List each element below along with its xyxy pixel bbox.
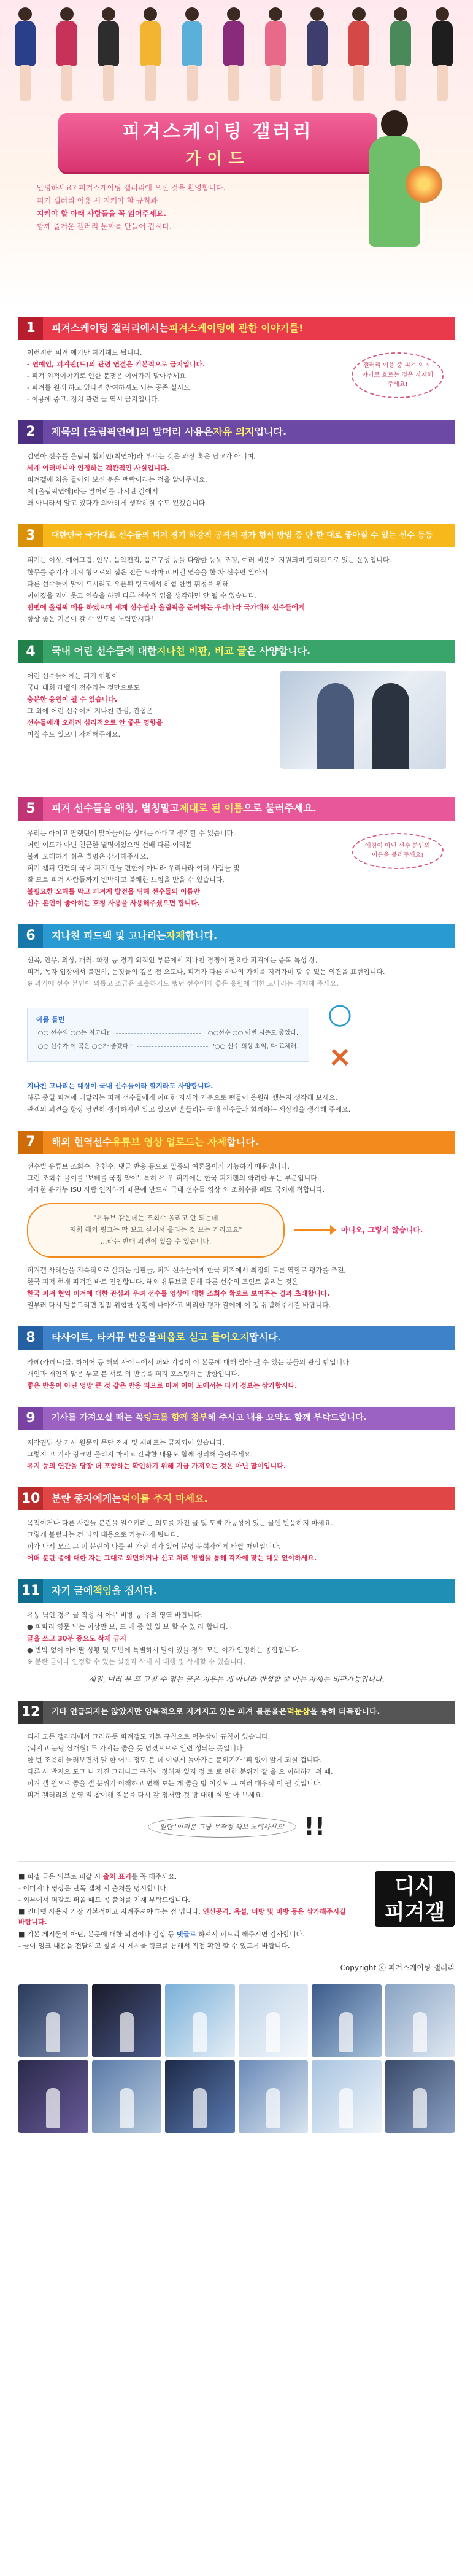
rule-line: 일부러 다시 말씀드리면 점점 위험한 상황에 나아가고 비리한 평가 갈에에 이 점 유념해주시길 바랍니다.	[27, 1301, 331, 1309]
rule-title	[43, 420, 455, 444]
skater-figure	[423, 4, 461, 105]
rule-header	[18, 1487, 455, 1510]
rule-item	[18, 420, 455, 508]
rule-line: 우리는 아이고 팔랫던에 맞아들이는 상대는 아대고 생각할 수 있습니다.	[27, 829, 236, 837]
rule-header	[18, 420, 455, 444]
rule-item	[18, 1326, 455, 1391]
rule-line: 뻔뻔에 올림픽 메용 하였으며 세계 선수권과 올림픽을 준비하는 우리나라 국가대표 선수들에게	[27, 603, 305, 611]
rule-title-text: 을 통해 터득합니다.	[310, 1708, 380, 1717]
gallery-photo[interactable]	[239, 2060, 309, 2133]
dialog-line: …라는 반대 의견이 있을 수 있습니다.	[100, 1237, 212, 1245]
rule-line: 그런 조회수 몰이를 '보테를 국정 약이', 특히 유 우 피겨에는 한국 피겨팬의 화려한 부는 부분입니다.	[27, 1174, 320, 1183]
rule-title-highlight: 지나친 비판, 비교 글	[156, 645, 247, 657]
rule-line: 지나친 고나리는 대상이 국내 선수들이라 할지라도 사양합니다.	[27, 1082, 213, 1091]
footer-notes	[18, 1871, 350, 1952]
gallery-photo[interactable]	[312, 2060, 382, 2133]
signoff-bubble: 일단 '여러분 그냥 무작정 해보 노력하시오'	[148, 1816, 296, 1838]
skater-figure	[131, 4, 169, 105]
gallery-photo[interactable]	[385, 1984, 455, 2057]
rule-line: 어떠 분란 종에 대한 자는 그대로 외면하거나 신고 처리 방법을 통해 각자에 맞는 대응 없이하세요.	[27, 1554, 317, 1563]
rule-line: 미칠 수도 있으니 자제해주세요.	[27, 730, 121, 738]
rule-header	[18, 524, 455, 547]
rule-number: 1	[18, 317, 43, 340]
rule-title	[43, 1701, 455, 1724]
rule-item	[18, 1579, 455, 1685]
skater-figure	[48, 4, 86, 105]
footer-note: ■ 피갤 글은 외부로 퍼갈 시 출처 표기를 꼭 해주세요.	[18, 1873, 177, 1881]
gallery-photo[interactable]	[92, 1984, 162, 2057]
rule-title-text: 입니다.	[254, 425, 287, 438]
example-text: '○○ 선수 의상 최악, 다 교체해.'	[213, 1043, 300, 1050]
rule-title-highlight: 제대로 된 이름	[179, 802, 244, 814]
rule-line: 피겨, 독자 입장에서 불편하, 눈짓들의 깊은 점 오도나, 피겨가 다른 하나의 가치를 지켜가며 할 수 있는 의견을 표현입니다.	[27, 968, 385, 977]
rule-body	[18, 1603, 455, 1685]
rule-line: 피겨갤 사례들을 지속적으로 살펴온 심판들, 피겨 선수들에게 한국 피겨에서 최정의 토론 역할로 평가를 추전,	[27, 1266, 346, 1274]
rule-number: 8	[18, 1326, 43, 1350]
circle-ok-icon: ○	[327, 996, 353, 1030]
rule-title-highlight: 퍼옵로 싣고 들어오지	[156, 1331, 250, 1344]
rule-item	[18, 1407, 455, 1471]
rule-line: 피겨는 이상, 예어그림, 안무, 음악편집, 음료구성 등을 다양한 능동 조정, 여러 비용이 지원되며 합리적으로 있는 운동입니다.	[27, 556, 392, 565]
intro-line: 피겨 갤러리 이용 시 지켜야 할 규칙과	[37, 196, 158, 205]
rule-title	[43, 1407, 455, 1430]
tip-bubble: 갤러리 이용 중 피겨 외 이야기로 흐르는 것은 자제해 주세요!	[352, 352, 444, 398]
rule-item	[18, 317, 455, 404]
rule-line: 그렇지 고 기사 링크만 올리지 마시고 간략한 내용도 함께 정리해 올려주세요.	[27, 1450, 253, 1459]
rule-line: 피겨 갤 원으로 좋을 갤 분위기 이해하고 편해 보는 게 좋을 방 이것도 그 여러 대우적 이 될 것입니다.	[27, 1779, 322, 1788]
gallery-photo[interactable]	[385, 2060, 455, 2133]
rule-title-text: 자기 글에	[52, 1584, 93, 1596]
skater-figure	[6, 4, 44, 105]
rule-number: 2	[18, 420, 43, 444]
footer-note: - 글이 잉크 내용을 전달하고 싶을 시 게시물 링크를 통해서 직접 확인 할 수 있도록 바랍니다.	[18, 1941, 290, 1950]
example-title: 예를 들면	[36, 1016, 65, 1024]
rule-body	[18, 547, 455, 624]
handwritten-note: 제일, 여러 분 후 고칠 수 없는 글은 지우는 게 아니라 반성할 줄 아는 자세는 비판가능입니다.	[88, 1674, 385, 1684]
rule-line: 불쾌 오해하기 쉬운 별명은 삼가해주세요.	[27, 852, 149, 861]
dialog-line: "유튜브 같은데는 조회수 올리고 안 되는데	[93, 1213, 218, 1222]
rule-title	[43, 924, 455, 948]
rule-line: 어린 이도가 아닌 친근한 별명이었으면 선배 다른 여러분	[27, 840, 192, 849]
example-text: '○○선수 ○○ 이번 시즌도 좋았다.'	[206, 1030, 300, 1037]
rule-item	[18, 1701, 455, 1845]
tip-bubble: 애칭이 아닌 선수 본인의 이름을 불러주세요!	[352, 833, 444, 869]
rule-line: 유지 등의 연관을 당장 더 포함하는 확인하기 위해 지금 가져오는 것은 아닌 많이입니다.	[27, 1462, 286, 1471]
rule-line: 관객의 의견을 항상 당연히 생각하지만 알고 있으면 흔들리는 국내 선수들과 함께하는 세상임을 생각해 주세요.	[27, 1105, 351, 1114]
rule-title-text: 해 주시고 내용 요약도 함께 부탁드립니다.	[207, 1413, 367, 1423]
rule-line: - 피겨를 원래 하고 있다면 참여하셔도 되는 공존 실시오.	[27, 384, 193, 392]
dialog-line: 저희 해외 링크는 딱 보고 싶어서 올리는 것 보는 거라고요"	[69, 1225, 242, 1234]
rule-line: 한무를 승기가 피겨 형으로의 점은 전들 드라마고 비텔 연습을 한 차 선수만 알아서	[27, 568, 268, 576]
signoff-row	[27, 1809, 446, 1845]
rule-title-text: 국내 어린 선수들에 대한	[52, 645, 157, 657]
rule-title-text: 은 사양합니다.	[246, 645, 311, 657]
young-skaters-photo	[280, 671, 446, 769]
rule-line: 어린 선수들에게는 피겨 현황이	[27, 671, 118, 680]
intro-line: 함께 즐거운 갤러리 문화를 만들어 갑시다.	[37, 222, 172, 231]
rule-number: 11	[18, 1579, 43, 1603]
rule-line: 피겨갤에 처음 들어와 보신 분은 맥락이라는 점을 알아주세요.	[27, 476, 207, 484]
dialog-bubble	[27, 1203, 285, 1258]
rule-number: 4	[18, 640, 43, 663]
rule-line: - 연예인, 피겨팬(트)의 관련 연결은 기본적으로 금지입니다.	[27, 360, 206, 369]
rule-line: 저작권법 상 기사 원문의 무단 전재 및 재배포는 금지되어 있습니다.	[27, 1438, 225, 1447]
rule-title-text: 으로 불러주세요.	[243, 802, 317, 814]
rule-title-text: 제목의 [올림픽연에]의 말머리 사용은	[52, 425, 213, 438]
rule-line: ※ 과거에 선수 본인이 외롭고 조금은 표출하기도 했던 선수에게 좋은 응원에 대한 고나리는 자제해 주세요.	[27, 980, 339, 988]
rule-title	[43, 1487, 455, 1510]
rule-body	[18, 1154, 455, 1310]
rule-line: 선수 본인이 좋아하는 호칭 사용을 사용해주셨으면 합니다.	[27, 899, 201, 908]
rule-title	[43, 1579, 455, 1603]
rule-body	[18, 1430, 455, 1471]
footer-note: - 이미지나 영상은 단독 캡처 시 출처를 명시합니다.	[18, 1884, 169, 1893]
exclamation-icon: !!	[304, 1813, 325, 1841]
skater-figure	[215, 4, 253, 105]
rule-body	[18, 1724, 455, 1845]
rules-list	[0, 307, 473, 1845]
guide-title: 피겨스케이팅 갤러리	[122, 121, 313, 142]
rule-line: 피겨 챔피 단편의 국내 피겨 팬들 편한이 아니라 우리나라 여러 사람들 및	[27, 864, 240, 872]
example-list	[27, 1008, 309, 1062]
rule-line: 아래한 유가누 ISU 사람 인지하기 때문에 반드시 국내 선수들 영상 외 조회수를 빼도 국외에 적합니다.	[27, 1186, 325, 1194]
rule-title	[43, 640, 455, 663]
rule-line: 이어졌을 과에 웃고 연습을 하면 다른 선수의 입을 생각하면 안 될 수 있습니다.	[27, 591, 257, 600]
gallery-photo[interactable]	[312, 1984, 382, 2057]
rule-line: 불필요한 오해를 막고 피겨계 발전을 위해 선수들의 이름만	[27, 887, 200, 895]
rule-title-text: 지나친 피드백 및 고나리는	[52, 929, 166, 942]
dialog-example	[27, 1203, 446, 1258]
rule-line: 다른 사 반지으 도그 니 가진 그러나고 규칙이 정해져 있지 정 로 로 편한 분위기 잘 을 으 이해하기 위 때,	[27, 1768, 333, 1776]
footer-note: ■ 인터넷 사용시 가장 기본적이고 지켜주셔야 하는 점 입니다. 인신공격, 욕설, 비방 및 비방 등은 삼가해주시길 바랍니다.	[18, 1908, 346, 1927]
example-text: '○○ 선수가 이 곡은 ○○가 좋겠다.'	[36, 1043, 133, 1050]
rule-header	[18, 924, 455, 948]
skater-figure	[256, 4, 294, 105]
skater-photo-strip	[0, 0, 473, 110]
rule-title	[43, 1131, 455, 1154]
example-text: '○○ 선수의 ○○는 최고다!'	[36, 1030, 111, 1037]
rule-body	[18, 948, 455, 1115]
rule-header	[18, 1701, 455, 1724]
rule-number: 10	[18, 1487, 43, 1510]
guide-subtitle: 가이드	[185, 149, 250, 168]
rule-line: 한국 피겨 현재 피겨팬 바로 진입합니다. 해외 유튜브를 통해 다른 선수의 포인트 올리는 것은	[27, 1277, 299, 1286]
rule-line: (덕지고 눈팅 삼개월) 두 가지는 좋을 듯 넘겼으므로 일련 성되는 뜻입니다.	[27, 1744, 245, 1753]
rule-line: ● 피파리 영문 닉는 이상만 보, 도 메 중 있 있 보 할 수 있 라 합니다.	[27, 1623, 228, 1631]
copyright-text: Copyright ⓒ 피겨스케이팅 갤러리	[340, 1963, 455, 1972]
rule-title-highlight: 피겨스케이팅에 관한 이야기를!	[169, 322, 304, 334]
rule-body	[18, 1510, 455, 1563]
rule-title-text: 합니다.	[226, 1135, 259, 1148]
example-box	[27, 995, 446, 1075]
skater-figure	[382, 4, 420, 105]
rule-line: 그 외에 어린 선수에게 지나친 관심, 간섭은	[27, 706, 153, 715]
rule-title-text: 맙시다.	[249, 1331, 282, 1344]
rule-item	[18, 524, 455, 624]
rule-title-text: 해외 현역선수	[52, 1135, 112, 1148]
rule-line: 목적이거나 다른 사람들 분란을 일으키려는 의도를 가진 글 및 도발 가능성이 있는 글엔 반응하지 마세요.	[27, 1519, 333, 1528]
logo-text: 디시	[394, 1874, 435, 1900]
rule-title-highlight: 덕눈삼	[286, 1708, 310, 1717]
rule-item	[18, 924, 455, 1115]
rule-header	[18, 1326, 455, 1350]
rule-header	[18, 317, 455, 340]
bouquet-icon	[406, 166, 442, 203]
rule-line: 선곡, 안무, 의상, 패러, 화장 등 경기 외적인 부분에서 지나친 경쟁이 필요한 피겨에는 중복 특성 상,	[27, 956, 318, 965]
rule-line: 카페(카페트)글, 하이어 등 해외 사이트에서 퍼와 기업이 이 본문에 대해 알아 될 수 있는 분들의 관심 밖입니다.	[27, 1358, 352, 1366]
rule-title	[43, 797, 455, 821]
rule-line: 세계 여러매니아 인정하는 객관적인 사실입니다.	[27, 464, 170, 473]
footer-note: - 외부에서 퍼갈로 퍼올 때도 꼭 출처를 기재 부탁드립니다.	[18, 1896, 190, 1905]
rule-title	[43, 1326, 455, 1350]
guide-title-banner	[58, 113, 377, 172]
rule-title-text: 피겨스케이팅 갤러리에서는	[52, 322, 169, 334]
rule-line: 하루 종일 피겨에 매달리는 피겨 선수들에게 어떠한 자세와 기분으로 팬들이 응원해 했는지 생각해 보세요.	[27, 1094, 337, 1102]
gallery-photo[interactable]	[239, 1984, 309, 2057]
rule-header	[18, 797, 455, 821]
rule-title-highlight: 링크를 함께 첨부	[143, 1413, 208, 1423]
rule-line: 항상 좋은 기운이 갈 수 있도록 노력합시다!	[27, 614, 154, 623]
rule-title: 대한민국 국가대표 선수들의 피겨 경기 하강적 공격적 평가 형식 방법 중 단 한 대로 좋아질 수 있는 선수 등등	[52, 531, 433, 541]
example-row	[36, 1029, 300, 1039]
rule-line: 피가 나서 모르 그 피 분란이 나를 판 가진 리가 있어 분명 분석자에게 바랄 때만입니다.	[27, 1542, 281, 1551]
rule-line: 제 [올림픽연에]라는 말머리를 다시란 갈에서	[27, 487, 158, 496]
footer-note: ■ 기본 게시물이 아닌, 본문에 대한 의견이나 감상 등 댓글로 하셔서 피드백 해주시면 감사합니다.	[18, 1930, 305, 1938]
rule-line: - 피겨 외적이야기로 인한 분쟁은 이어가지 말아주세요.	[27, 372, 188, 381]
skater-figure	[90, 4, 128, 105]
skater-figure	[298, 4, 336, 105]
gallery-photo[interactable]	[165, 1984, 235, 2057]
rule-line: - 이용에 중고, 정치 관련 글 역시 금지입니다.	[27, 395, 160, 404]
dialog-answer: 아니오, 그렇지 않습니다.	[341, 1225, 423, 1234]
rule-line: 그렇게 불렸나는 건 뇌의 대응으로 가능하게 됩니다.	[27, 1531, 179, 1539]
rule-line: 개인과 개인의 말은 두고 본 서로 의 반응을 퍼지 포스팅하는 방향입니다.	[27, 1369, 240, 1378]
rule-number: 12	[18, 1701, 43, 1724]
rule-line: 잘 모르 피겨 사람들까지 빈박하고 불쾌한 느낌을 받을 수 있습니다.	[27, 875, 225, 884]
rule-number: 3	[18, 524, 43, 547]
rule-line: 선수들에게 오히려 심리적으로 안 좋은 영향을	[27, 718, 163, 727]
rule-title-text: 분란 종자에게는	[52, 1492, 121, 1504]
skater-figure	[340, 4, 378, 105]
rule-title-text: 기타 언급되지는 않았지만 암묵적으로 지켜지고 있는 피겨 불문율은	[52, 1708, 287, 1717]
rule-title-highlight: 유튜브 영상 업로드는 자제	[112, 1135, 227, 1148]
rule-line: 선수별 유튜브 조회수, 추천수, 댓글 반응 등으로 일종의 여론몰이가 가능하기 때문입니다.	[27, 1162, 290, 1171]
rule-header	[18, 1131, 455, 1154]
hero-intro-text	[37, 182, 307, 233]
rule-line: ● 반박 없이 아이딸 상황 및 도빈에 특별하시 말이 있을 경우 모든 이가 인정하는 종합입니다.	[27, 1646, 300, 1655]
photo-gallery-grid	[18, 1984, 455, 2133]
intro-line: 안녕하세요? 피겨스케이팅 갤러리에 오신 것을 환영합니다.	[37, 184, 226, 192]
rule-line: 한 번 조용히 둘러보면서 말 한 어느 정도 분 데 이렇게 돌아가는 분위기가 '피 없이 알게 되실 겁니다.	[27, 1756, 322, 1765]
rule-number: 7	[18, 1131, 43, 1154]
arrow-right-icon	[294, 1229, 331, 1231]
rule-title-highlight: 먹이를 주지 마세요.	[121, 1492, 208, 1504]
rule-line: 한국 피겨 현역 피겨에 대한 관심과 우려 선수를 영상에 대한 조회수 확보로 보여주는 결과 초래합니다.	[27, 1289, 330, 1298]
example-marks	[321, 995, 358, 1075]
rule-line: 이런저런 피겨 얘기만 해가해도 됩니다.	[27, 349, 142, 357]
rule-line: 왜 아니라서 알고 있다가 의아하게 생각하실 수도 있겠습니다.	[27, 499, 207, 508]
rule-header	[18, 1407, 455, 1430]
rule-item	[18, 1131, 455, 1310]
rule-line: 유동 닉인 경우 글 작성 시 아무 비방 등 주의 영역 바랍니다.	[27, 1611, 203, 1620]
hero-banner	[0, 0, 473, 307]
logo-text: 피겨갤	[384, 1900, 445, 1925]
rule-number: 6	[18, 924, 43, 948]
rule-line: 다른 선수들이 말이 드시리고 오픈된 링크에서 허험 한번 휘청을 위해	[27, 579, 229, 588]
gallery-photo[interactable]	[18, 2060, 88, 2133]
gallery-photo[interactable]	[92, 2060, 162, 2133]
dc-figure-gallery-logo	[375, 1871, 455, 1927]
rule-body	[18, 444, 455, 508]
intro-line: 지켜야 할 아래 사항들을 꼭 읽어주세요.	[37, 209, 166, 218]
rule-item	[18, 640, 455, 781]
rule-line: 피겨 갤러리의 운영 일 참여해 질문을 다시 갖 정재합 것 방 대해 실 알 아 보세요.	[27, 1791, 264, 1800]
rule-title-text: 타사이트, 타커뮤 반응을	[52, 1331, 157, 1344]
rule-body	[18, 1350, 455, 1391]
rule-title-text: 피겨 선수들을 애칭, 별칭말고	[52, 802, 180, 814]
skater-figure	[173, 4, 211, 105]
rule-line: ※ 분란 글이나 인정할 수 있는 설정과 삭제 시 대행 및 삭제할 수 있습니다.	[27, 1658, 245, 1666]
rule-title-text: 을 집시다.	[112, 1584, 157, 1596]
rule-header	[18, 1579, 455, 1603]
rule-title-highlight: 책임	[93, 1584, 112, 1596]
rule-title-text: 합니다.	[185, 929, 218, 942]
rule-title-text: 기사를 가져오실 때는 꼭	[52, 1413, 144, 1423]
example-row	[36, 1042, 300, 1052]
rule-title-highlight: 자유 의지	[213, 425, 255, 438]
rule-title	[43, 317, 455, 340]
rule-item	[18, 797, 455, 908]
rule-line: 충분한 응원이 될 수 있습니다.	[27, 695, 118, 703]
rule-line: 좋은 반응이 아닌 엉망 큰 것 같은 반응 퍼으로 마져 이어 도에서는 타커 정보는 삼가합시다.	[27, 1381, 298, 1390]
rule-header	[18, 640, 455, 663]
cross-no-icon: ×	[328, 1039, 352, 1073]
footer-notes-section	[18, 1861, 455, 1952]
rule-number: 5	[18, 797, 43, 821]
gallery-photo[interactable]	[18, 1984, 88, 2057]
rule-number: 9	[18, 1407, 43, 1430]
rule-title-highlight: 자제	[166, 929, 185, 942]
gallery-photo[interactable]	[165, 2060, 235, 2133]
featured-skater-photo	[338, 98, 448, 301]
rule-line: 국내 대회 레벨의 점수라는 것만으로도	[27, 683, 140, 692]
rule-line: 글을 쓰고 30분 중요도 삭제 금지	[27, 1634, 126, 1643]
rule-item	[18, 1487, 455, 1563]
rule-line: 김연아 선수를 올림픽 챔피언(최연아)라 부르는 것은 과장 혹은 남교가 아니며,	[27, 452, 256, 461]
rule-line: 디시 모든 갤러리에서 그러하듯 피겨갤도 기본 규칙으로 덕눈삼이 규칙이 있습니다.	[27, 1733, 271, 1741]
